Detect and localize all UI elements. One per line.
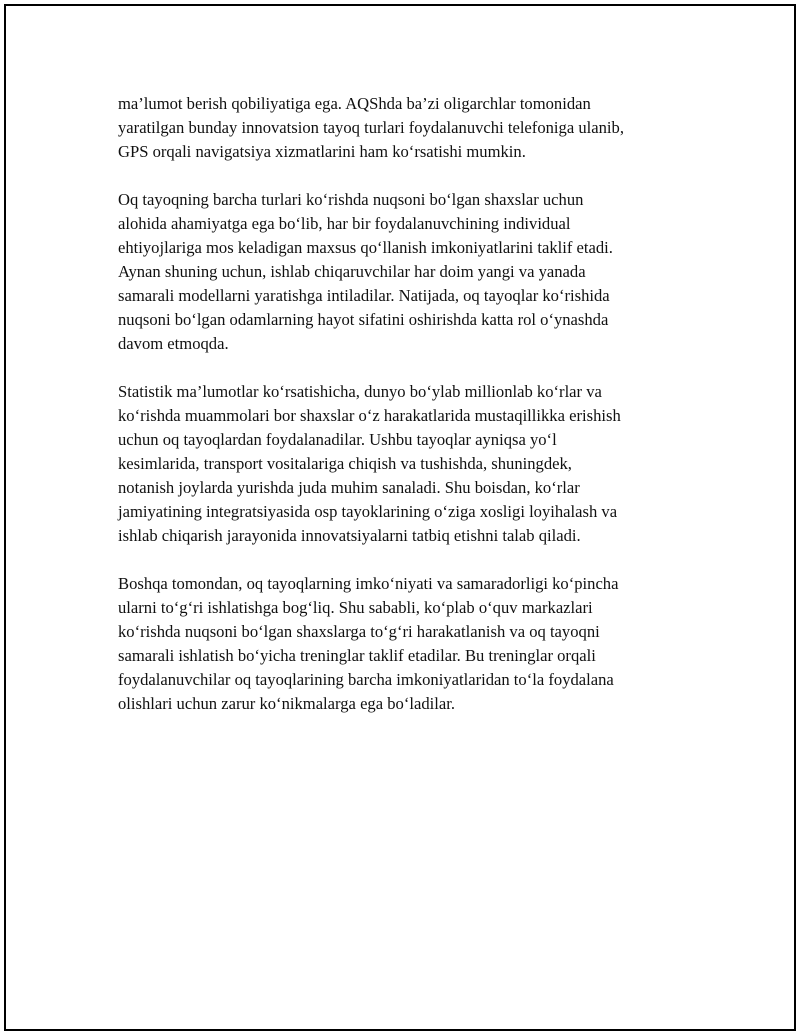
text-line: ko‘rishda nuqsoni bo‘lgan shaxslarga to‘g‘ri harakatlanish va oq tayoqni	[118, 622, 600, 641]
paragraph-2	[118, 188, 698, 356]
text-line: jamiyatining integratsiyasida osp tayoklarining o‘ziga xosligi loyihalash va	[118, 502, 618, 521]
text-line: olishlari uchun zarur ko‘nikmalarga ega bo‘ladilar.	[118, 694, 455, 713]
text-line: ishlab chiqarish jarayonida innovatsiyalarni tatbiq etishni talab qiladi.	[118, 526, 581, 545]
text-line: ehtiyojlariga mos keladigan maxsus qo‘llanish imkoniyatlarini taklif etadi.	[118, 238, 613, 257]
text-line: davom etmoqda.	[118, 334, 229, 353]
paragraph-1	[118, 92, 698, 164]
text-line: foydalanuvchilar oq tayoqlarining barcha imkoniyatlaridan to‘la foydalana	[118, 670, 614, 689]
text-line: uchun oq tayoqlardan foydalanadilar. Ushbu tayoqlar ayniqsa yo‘l	[118, 430, 557, 449]
text-line: ularni to‘g‘ri ishlatishga bog‘liq. Shu sababli, ko‘plab o‘quv markazlari	[118, 598, 593, 617]
paragraph-3	[118, 380, 698, 548]
text-line: yaratilgan bunday innovatsion tayoq turlari foydalanuvchi telefoniga ulanib,	[118, 118, 624, 137]
text-line: Aynan shuning uchun, ishlab chiqaruvchilar har doim yangi va yanada	[118, 262, 586, 281]
text-line: samarali modellarni yaratishga intiladilar. Natijada, oq tayoqlar ko‘rishida	[118, 286, 610, 305]
text-line: nuqsoni bo‘lgan odamlarning hayot sifatini oshirishda katta rol o‘ynashda	[118, 310, 609, 329]
text-line: alohida ahamiyatga ega bo‘lib, har bir foydalanuvchining individual	[118, 214, 571, 233]
text-line: GPS orqali navigatsiya xizmatlarini ham ko‘rsatishi mumkin.	[118, 142, 526, 161]
text-line: ko‘rishda muammolari bor shaxslar o‘z harakatlarida mustaqillikka erishish	[118, 406, 621, 425]
paragraph-4	[118, 572, 698, 716]
text-line: Oq tayoqning barcha turlari ko‘rishda nuqsoni bo‘lgan shaxslar uchun	[118, 190, 584, 209]
text-line: Boshqa tomondan, oq tayoqlarning imko‘niyati va samaradorligi ko‘pincha	[118, 574, 619, 593]
document-body	[118, 92, 698, 740]
text-line: samarali ishlatish bo‘yicha treninglar taklif etadilar. Bu treninglar orqali	[118, 646, 596, 665]
text-line: notanish joylarda yurishda juda muhim sanaladi. Shu boisdan, ko‘rlar	[118, 478, 580, 497]
text-line: Statistik ma’lumotlar ko‘rsatishicha, dunyo bo‘ylab millionlab ko‘rlar va	[118, 382, 602, 401]
text-line: ma’lumot berish qobiliyatiga ega. AQShda ba’zi oligarchlar tomonidan	[118, 94, 591, 113]
text-line: kesimlarida, transport vositalariga chiqish va tushishda, shuningdek,	[118, 454, 572, 473]
